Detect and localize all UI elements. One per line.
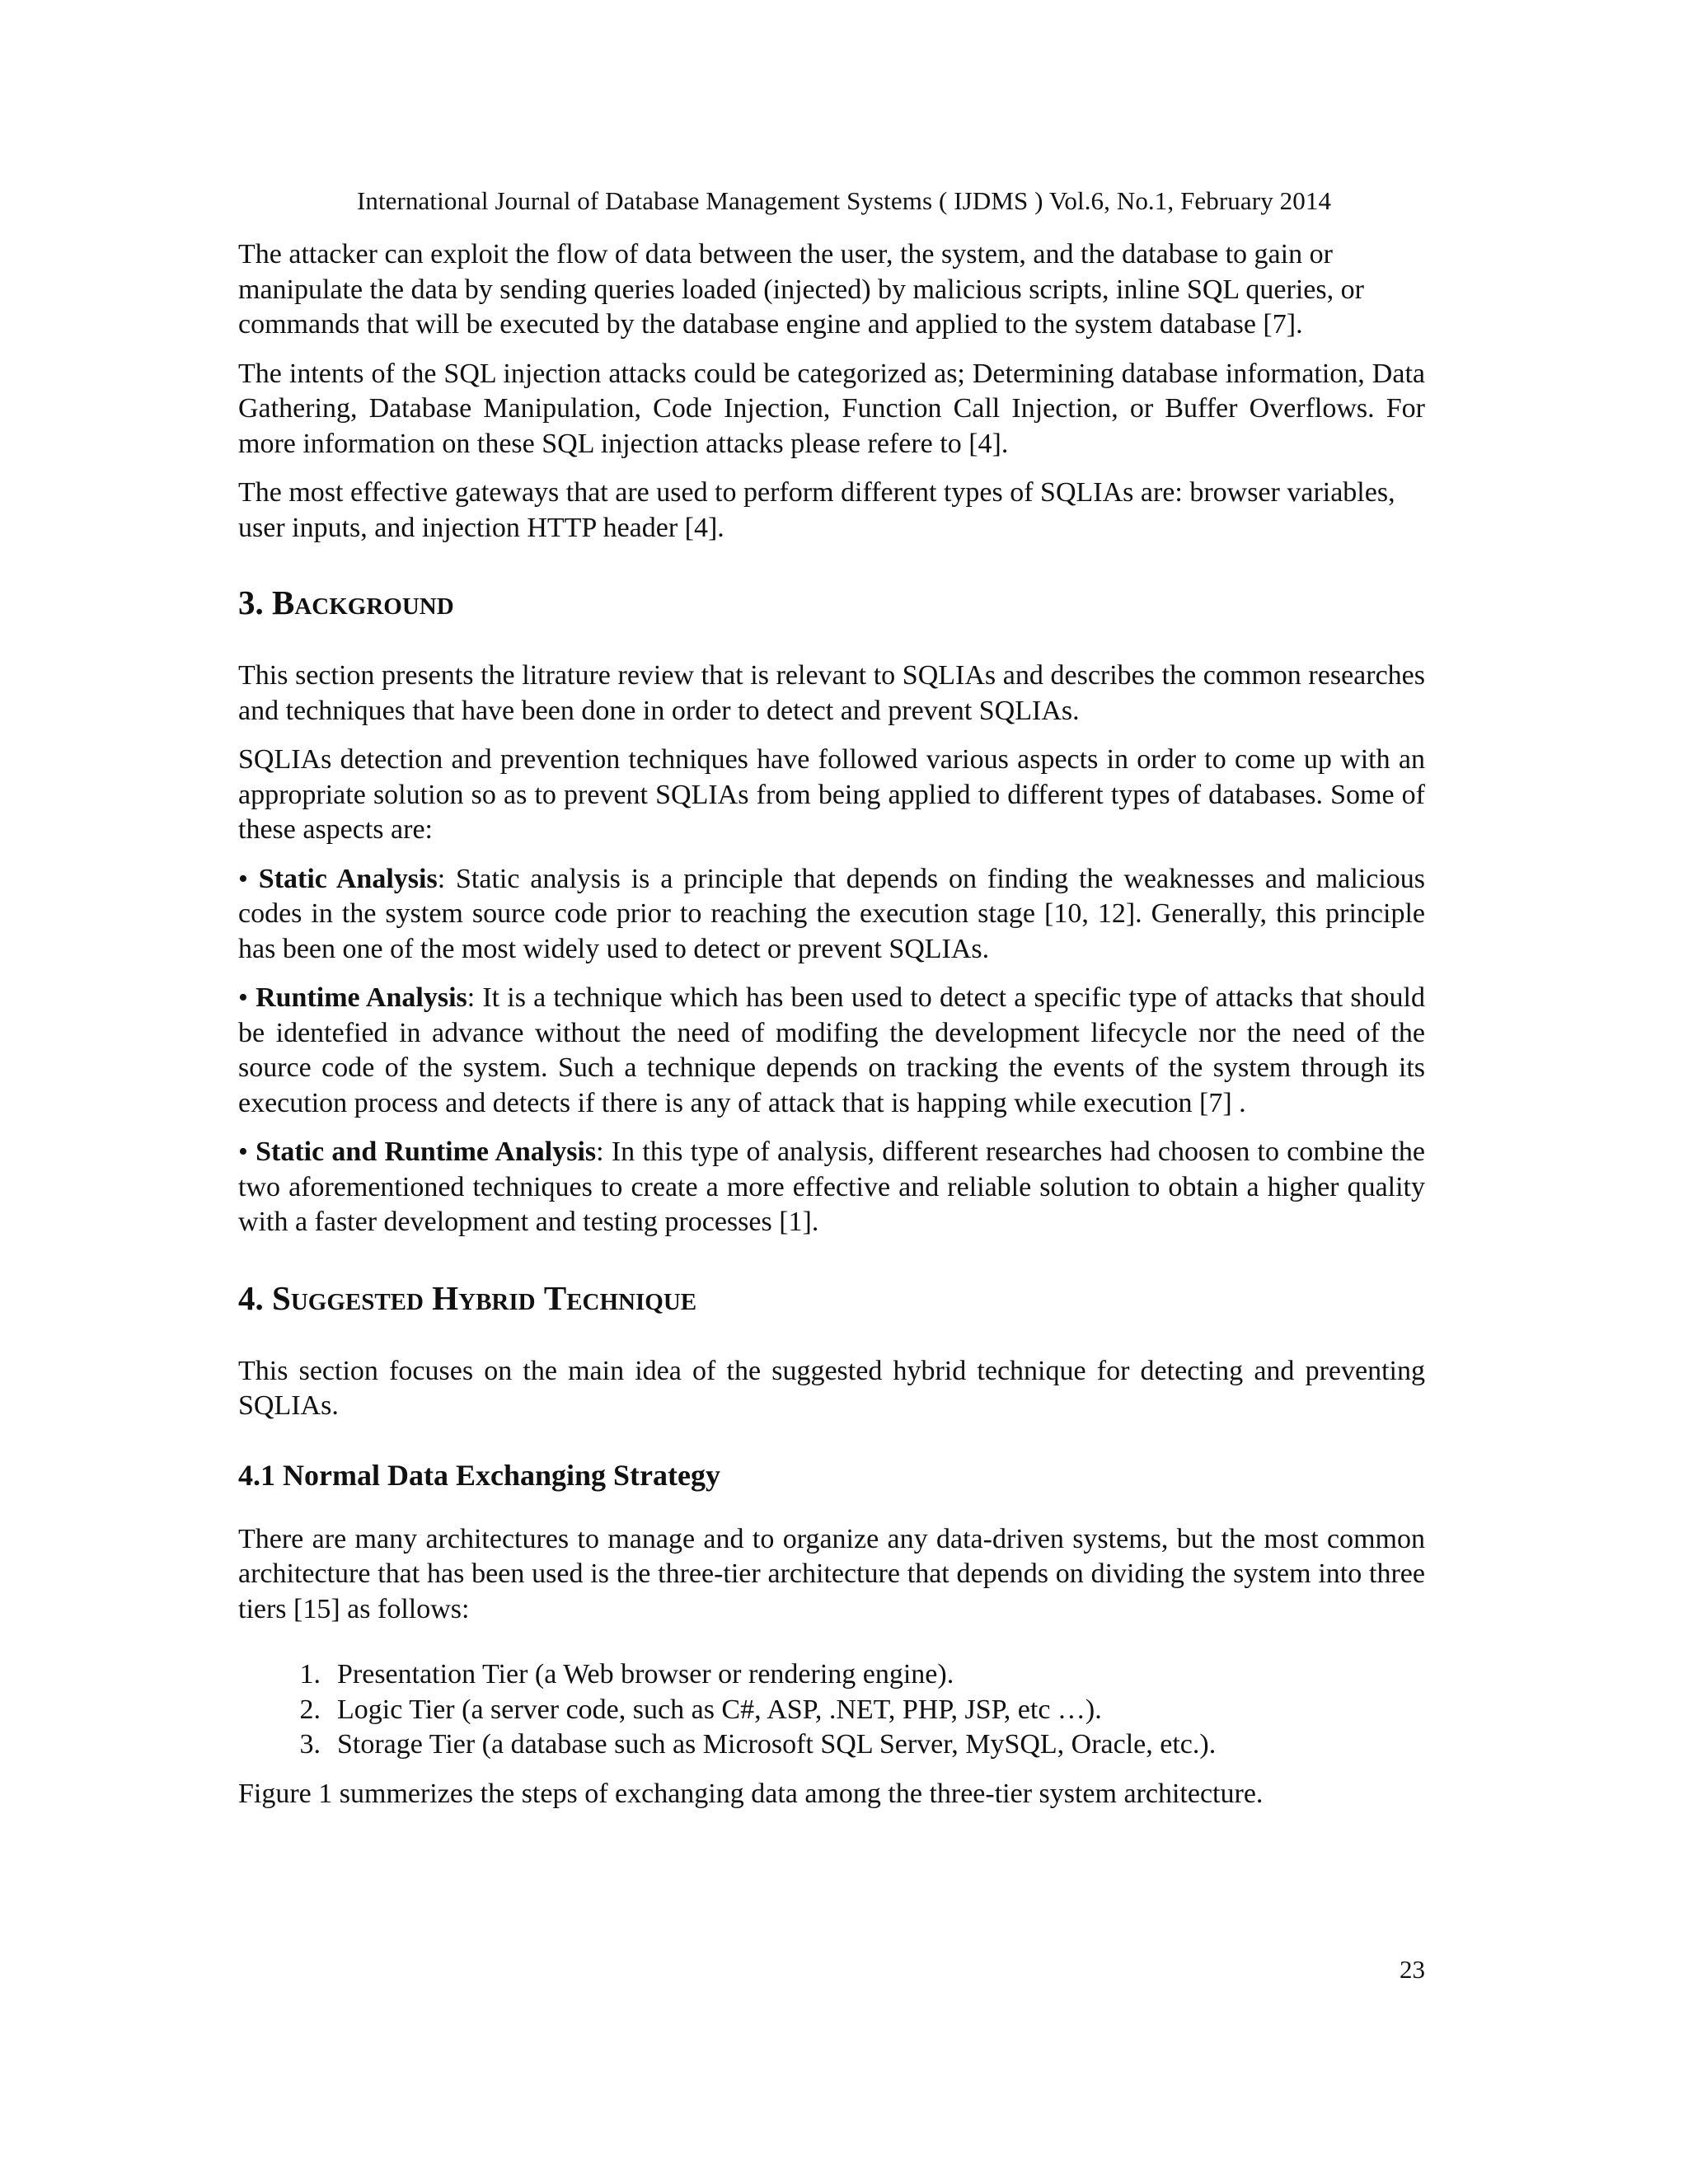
- section-4-heading: [238, 1277, 1425, 1319]
- bullet-static-analysis: [238, 862, 1425, 968]
- section-3-paragraph-1: This section presents the litrature review that is relevant to SQLIAs and describes the common researches and techniques that have been done in order to detect and prevent SQLIAs.: [238, 660, 1425, 726]
- section-4-title-rest-3: echnique: [566, 1278, 697, 1317]
- list-item: [238, 1727, 1425, 1763]
- bullet-runtime-analysis: [238, 981, 1425, 1121]
- section-4-title-initial-1: S: [272, 1278, 291, 1317]
- list-item-text: Storage Tier (a database such as Microsoft SQL Server, MySQL, Oracle, etc.).: [337, 1729, 1217, 1760]
- intro-paragraph-3: The most effective gateways that are used to perform different types of SQLIAs are: browser variables, user inputs, and injection HTTP header [4].: [238, 477, 1395, 543]
- intro-paragraph-1: The attacker can exploit the flow of data between the user, the system, and the database to gain or manipulate the data by sending queries loaded (injected) by malicious scripts, inline SQL queries, or commands that will be executed by the database engine and applied to the system database [7].: [238, 239, 1364, 340]
- section-4-title-rest-1: uggested: [290, 1278, 433, 1317]
- intro-paragraph-2: The intents of the SQL injection attacks could be categorized as; Determining database information, Data Gathering, Database Manipulation, Code Injection, Function Call Injection, or Buffer Overflows. For more information on these SQL injection attacks please refere to [4].: [238, 358, 1425, 459]
- running-header: International Journal of Database Management Systems ( IJDMS ) Vol.6, No.1, February 2014: [356, 186, 1332, 215]
- section-4-title-initial-2: H: [432, 1278, 459, 1317]
- section-3-paragraph-2: SQLIAs detection and prevention techniques have followed various aspects in order to come up with an appropriate solution so as to prevent SQLIAs from being applied to different types of databases. Some of these aspects are:: [238, 744, 1425, 845]
- bullet-term: Runtime Analysis: [256, 982, 467, 1013]
- bullet-term: Static and Runtime Analysis: [256, 1137, 597, 1167]
- bullet-term: Static Analysis: [258, 863, 438, 894]
- bullet-marker: •: [238, 863, 259, 894]
- bullet-static-and-runtime-analysis: [238, 1135, 1425, 1240]
- bullet-marker: •: [238, 982, 256, 1013]
- page-number: 23: [1400, 1955, 1425, 1984]
- section-4-title-rest-2: ybrid: [458, 1278, 544, 1317]
- section-3-title-initial: B: [272, 583, 295, 621]
- list-item-text: Logic Tier (a server code, such as C#, ASP, .NET, PHP, JSP, etc …).: [337, 1694, 1102, 1725]
- section-4-number: 4.: [238, 1278, 272, 1317]
- list-item: [238, 1657, 1425, 1693]
- list-item-text: Presentation Tier (a Web browser or rendering engine).: [337, 1659, 954, 1690]
- section-4-paragraph: This section focuses on the main idea of the suggested hybrid technique for detecting and preventing SQLIAs.: [238, 1355, 1425, 1421]
- section-3-heading: [238, 581, 1425, 624]
- subsection-4-1-heading: 4.1 Normal Data Exchanging Strategy: [238, 1458, 720, 1492]
- list-item-number: 2.: [299, 1694, 321, 1725]
- list-item: [238, 1693, 1425, 1728]
- page-content: [238, 237, 1425, 1811]
- tier-list: [238, 1657, 1425, 1763]
- bullet-text: : Static analysis is a principle that depends on finding the weaknesses and malicious codes in the system source code prior to reaching the execution stage [10, 12]. Generally, this principle has been one of the most widely used to detect or prevent SQLIAs.: [238, 863, 1426, 964]
- section-4-title-initial-3: T: [543, 1278, 567, 1317]
- list-item-number: 3.: [299, 1729, 321, 1760]
- subsection-4-1-paragraph: There are many architectures to manage and to organize any data-driven systems, but the most common architecture that has been used is the three-tier architecture that depends on dividing the system into three tiers [15] as follows:: [238, 1523, 1425, 1624]
- section-3-number: 3.: [238, 583, 272, 621]
- bullet-text: : It is a technique which has been used to detect a specific type of attacks that should be identefied in advance without the need of modifing the development lifecycle nor the need of the source code of the system. Such a technique depends on tracking the events of the system through its execution process and detects if there is any of attack that is happing while execution [7] .: [238, 982, 1426, 1118]
- figure-reference-paragraph: Figure 1 summerizes the steps of exchanging data among the three-tier system architecture.: [238, 1778, 1264, 1809]
- section-3-title-rest: ackground: [294, 583, 454, 621]
- bullet-text: : In this type of analysis, different researches had choosen to combine the two aforementioned techniques to create a more effective and reliable solution to obtain a higher quality with a faster development and testing processes [1].: [238, 1137, 1426, 1237]
- list-item-number: 1.: [299, 1659, 321, 1690]
- bullet-marker: •: [238, 1137, 256, 1167]
